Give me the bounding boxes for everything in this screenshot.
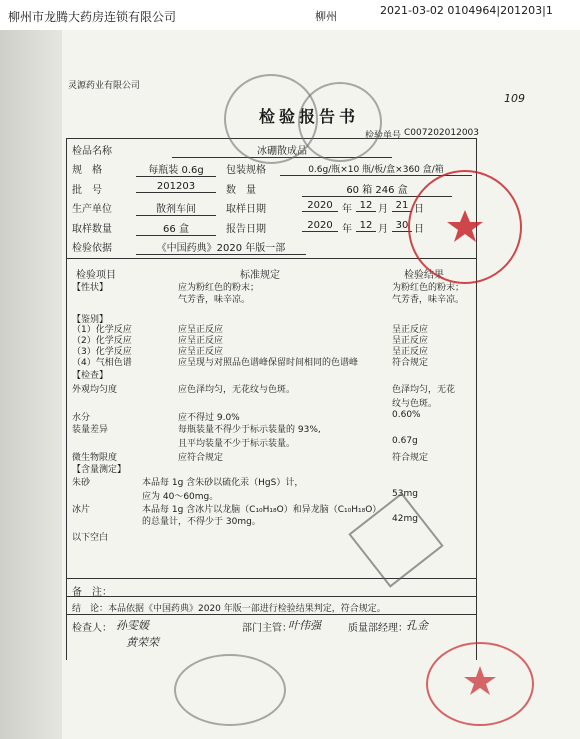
inspector-label: 检查人： bbox=[72, 623, 112, 634]
frame-left bbox=[66, 138, 67, 660]
row-std: 应符合规定 bbox=[178, 453, 224, 463]
day-char-2: 日 bbox=[414, 224, 424, 235]
row-result: 气芳香，味辛凉。 bbox=[392, 295, 465, 305]
year-char-2: 年 bbox=[342, 224, 352, 235]
report-no-label: 检验单号 bbox=[365, 131, 402, 141]
basis-label: 检验依据 bbox=[72, 243, 112, 254]
row-std: 应呈正反应 bbox=[178, 336, 224, 346]
row-item: 外观均匀度 bbox=[72, 385, 118, 395]
date-code: 2021-03-02 0104964|201203|1 bbox=[380, 4, 553, 17]
row-std: 应为粉红色的粉末； bbox=[178, 283, 260, 293]
sample-qty-value: 66 盒 bbox=[136, 220, 216, 236]
row-std: 应呈正反应 bbox=[178, 347, 224, 357]
row-std: 应不得过 9.0% bbox=[178, 413, 240, 423]
remark-line-bottom bbox=[66, 596, 476, 597]
star-icon bbox=[428, 644, 532, 724]
row-std: 且平均装量不少于标示装量。 bbox=[178, 439, 296, 449]
header-bar bbox=[0, 0, 580, 30]
product-label: 检品名称 bbox=[72, 146, 112, 157]
row-result: 呈正反应 bbox=[392, 325, 429, 335]
month-char-2: 月 bbox=[378, 224, 388, 235]
row-result: 呈正反应 bbox=[392, 336, 429, 346]
year-char: 年 bbox=[342, 204, 352, 215]
row-std: 本品每 1g 含朱砂以硫化汞（HgS）计， bbox=[142, 478, 304, 488]
page-title: 检验报告书 bbox=[259, 107, 360, 126]
row-result: 符合规定 bbox=[392, 453, 429, 463]
star-icon bbox=[410, 172, 520, 282]
pharmacy-gray-stamp bbox=[174, 654, 286, 726]
dept-label: 部门主管： bbox=[242, 623, 292, 634]
handwritten-number: 109 bbox=[504, 92, 525, 105]
row-item: 以下空白 bbox=[72, 533, 109, 543]
sample-qty-label: 取样数量 bbox=[72, 224, 112, 235]
report-paper bbox=[62, 30, 580, 739]
producer-value: 散剂车间 bbox=[136, 200, 216, 216]
report-month: 12 bbox=[356, 220, 376, 232]
row-item: （3）化学反应 bbox=[72, 347, 132, 357]
col-result-header: 检验结果 bbox=[404, 270, 444, 281]
row-result: 色泽均匀，无花 bbox=[392, 385, 456, 395]
qa-signature: 孔金 bbox=[406, 619, 428, 632]
report-date-label: 报告日期 bbox=[226, 224, 266, 235]
producer-label: 生产单位 bbox=[72, 204, 112, 215]
batch-value: 201203 bbox=[136, 181, 216, 193]
inspector-signature-1: 孙雯媛 bbox=[116, 619, 149, 632]
remark-line-top bbox=[66, 578, 476, 579]
basis-value: 《中国药典》2020 年版一部 bbox=[136, 239, 306, 255]
spec-value: 每瓶装 0.6g bbox=[136, 161, 216, 177]
row-item: （1）化学反应 bbox=[72, 325, 132, 335]
row-std: 气芳香，味辛凉。 bbox=[178, 295, 251, 305]
row-std: 的总量计，不得少于 30mg。 bbox=[142, 517, 261, 527]
spec-label: 规 格 bbox=[72, 165, 102, 176]
sample-day: 21 bbox=[392, 200, 412, 212]
row-result: 42mg bbox=[392, 514, 418, 524]
row-item: （4）气相色谱 bbox=[72, 358, 132, 368]
dept-signature: 叶伟强 bbox=[288, 619, 321, 632]
pack-value: 0.6g/瓶×10 瓶/板/盒×360 盒/箱 bbox=[280, 162, 472, 176]
row-item: 【鉴别】 bbox=[72, 315, 109, 325]
row-result: 为粉红色的粉末； bbox=[392, 283, 465, 293]
row-result: 纹与色斑。 bbox=[392, 399, 438, 409]
col-item-header: 检验项目 bbox=[76, 270, 116, 281]
conclusion-text: 结 论：本品依据《中国药典》2020 年版一部进行检验结果判定，符合规定。 bbox=[72, 604, 386, 614]
row-item: 水分 bbox=[72, 413, 91, 423]
scan-margin bbox=[0, 30, 62, 739]
row-result: 符合规定 bbox=[392, 358, 429, 368]
month-char: 月 bbox=[378, 204, 388, 215]
sample-month: 12 bbox=[356, 200, 376, 212]
row-item: 朱砂 bbox=[72, 478, 91, 488]
row-item: 微生物限度 bbox=[72, 453, 118, 463]
row-result: 0.67g bbox=[392, 436, 418, 446]
row-item: （2）化学反应 bbox=[72, 336, 132, 346]
qty-value: 60 箱 246 盒 bbox=[302, 181, 452, 197]
inspector-signature-2: 黄荣荣 bbox=[126, 636, 159, 649]
report-day: 30 bbox=[392, 220, 412, 232]
row-item: 【检查】 bbox=[72, 371, 109, 381]
supplier-name: 灵源药业有限公司 bbox=[68, 81, 141, 91]
product-name: 冰硼散成品 bbox=[172, 142, 392, 158]
sample-year: 2020 bbox=[302, 200, 338, 212]
inspection-gray-stamp bbox=[298, 82, 382, 162]
qa-dept-red-stamp bbox=[408, 170, 522, 284]
qty-label: 数 量 bbox=[226, 185, 256, 196]
conclusion-line bbox=[66, 614, 476, 615]
row-std: 本品每 1g 含冰片以龙脑（C₁₀H₁₈O）和异龙脑（C₁₀H₁₈O） bbox=[142, 505, 382, 515]
row-item: 冰片 bbox=[72, 505, 91, 515]
qa-label: 质量部经理： bbox=[348, 623, 408, 634]
row-std: 应为 40～60mg。 bbox=[142, 492, 219, 502]
day-char: 日 bbox=[414, 204, 424, 215]
row-std: 每瓶装量不得少于标示装量的 93%, bbox=[178, 425, 321, 435]
row-result: 呈正反应 bbox=[392, 347, 429, 357]
company-name: 柳州市龙腾大药房连锁有限公司 bbox=[8, 10, 177, 24]
col-std-header: 标准规定 bbox=[240, 270, 280, 281]
city-label: 柳州 bbox=[315, 10, 337, 23]
row-item: 【性状】 bbox=[72, 283, 109, 293]
remark-label: 备 注： bbox=[72, 587, 112, 598]
row-item: 装量差异 bbox=[72, 425, 109, 435]
pack-label: 包装规格 bbox=[226, 165, 266, 176]
report-no: C007202012003 bbox=[404, 128, 479, 138]
row-result: 53mg bbox=[392, 489, 418, 499]
report-year: 2020 bbox=[302, 220, 338, 232]
row-item: 【含量测定】 bbox=[72, 465, 127, 475]
row-std: 应呈正反应 bbox=[178, 325, 224, 335]
row-std: 应色泽均匀，无花纹与色斑。 bbox=[178, 385, 296, 395]
supplier-red-stamp bbox=[426, 642, 534, 726]
sample-date-label: 取样日期 bbox=[226, 204, 266, 215]
batch-label: 批 号 bbox=[72, 185, 102, 196]
row-result: 0.60% bbox=[392, 410, 421, 420]
row-std: 应呈现与对照品色谱峰保留时间相同的色谱峰 bbox=[178, 358, 359, 368]
